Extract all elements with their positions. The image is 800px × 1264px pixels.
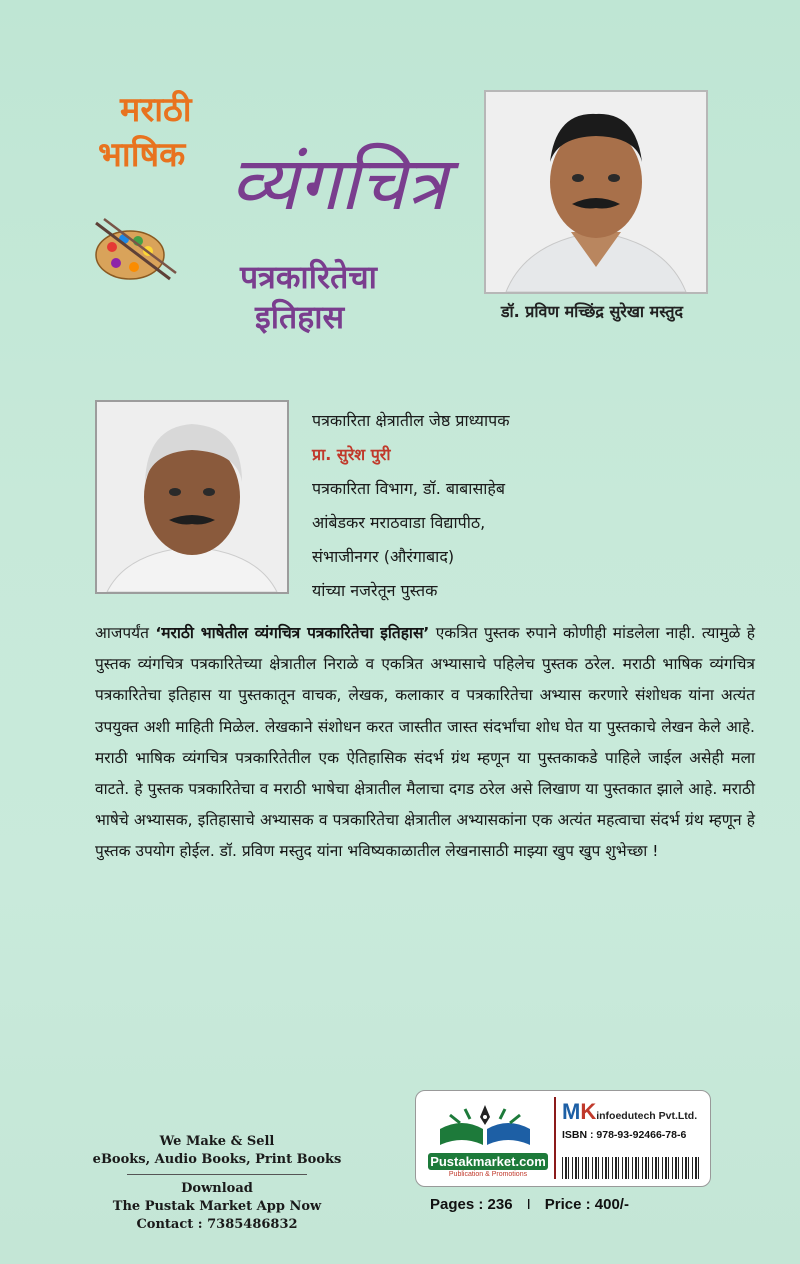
book-pen-icon (420, 1095, 550, 1151)
guide-portrait (97, 402, 287, 592)
guide-photo (95, 400, 289, 594)
book-footer (430, 1196, 730, 1213)
title-word-marathi: मराठी (120, 90, 192, 130)
author-portrait (486, 92, 706, 292)
guide-name: प्रा. सुरेश पुरी (312, 445, 391, 464)
barcode-icon (562, 1157, 702, 1179)
promo-block (92, 1133, 342, 1234)
promo-line-4: The Pustak Market App Now (112, 1199, 322, 1214)
publisher-box (415, 1090, 711, 1187)
paint-palette-icon (90, 215, 180, 285)
guide-intro: पत्रकारिता क्षेत्रातील जेष्ठ प्राध्यापक (312, 411, 510, 430)
guide-city: संभाजीनगर (औरंगाबाद) (312, 547, 455, 566)
title-word-itihas: इतिहास (255, 298, 345, 336)
mk-logo (562, 1099, 706, 1125)
author-photo (484, 90, 708, 294)
title-word-patrakaritecha: पत्रकारितेचा (240, 258, 377, 296)
store-name: Pustakmarket.com (428, 1153, 548, 1170)
page-count: Pages : 236 (430, 1196, 513, 1213)
promo-contact: Contact : 7385486832 (136, 1217, 298, 1232)
price: Price : 400/- (544, 1196, 629, 1213)
promo-line-3: Download (181, 1181, 253, 1196)
blurb-lead: आजपर्यंत (95, 624, 156, 642)
cover-title (90, 80, 450, 340)
title-word-vyangchitra: व्यंगचित्र (230, 141, 447, 227)
guide-dept: पत्रकारिता विभाग, डॉ. बाबासाहेब (312, 479, 506, 498)
isbn: ISBN : 978-93-92466-78-6 (562, 1129, 687, 1141)
promo-line-1: We Make & Sell (159, 1134, 275, 1149)
footer-separator: I (526, 1196, 531, 1213)
mk-k: K (580, 1099, 597, 1124)
mk-company: infoedutech Pvt.Ltd. (596, 1110, 698, 1122)
author-name: डॉ. प्रविण मच्छिंद्र सुरेखा मस्तुद (500, 302, 684, 321)
title-word-bhashik: भाषिक (98, 135, 186, 175)
pustakmarket-logo (420, 1095, 550, 1181)
blurb-body: एकत्रित पुस्तक रुपाने कोणीही मांडलेला नाही. त्यामुळे हे पुस्तक व्यंगचित्र पत्रकारितेच्या क्षेत्रातील निराळे व एकत्रित अभ्यासाचे पहिलेच पुस्तक ठरेल. मराठी भाषिक व्यंगचित्र पत्रकारितेचा इतिहास या पुस्तकातून वाचक, लेखक, कलाकार व पत्रकारितेचा अभ्यास करणारे संशोधक यांना अत्यंत उपयुक्त अशी माहिती मिळेल. लेखकाने संशोधन करत जास्तीत जास्त संदर्भांचा शोध घेत या पुस्तकाचे लेखन केले आहे. मराठी भाषिक व्यंगचित्र पत्रकारितेतील एक ऐतिहासिक संदर्भ ग्रंथ म्हणून या पुस्तकाकडे पाहिले जाईल असेही मला वाटते. हे पुस्तक पत्रकारितेचा व मराठी भाषेचा क्षेत्रातील मैलाचा दगड ठरेल असे लिखाण या पुस्तकात झाले आहे. मराठी भाषेचे अभ्यासक, इतिहासाचे अभ्यासक व पत्रकारितेचा क्षेत्रातील अभ्यासकांना एक अत्यंत महत्वाचा संदर्भ ग्रंथ म्हणून हे पुस्तक उपयोग होईल. डॉ. प्रविण मस्तुद यांना भविष्यकाळातील लेखनासाठी माझ्या खुप खुप शुभेच्छा ! (95, 624, 756, 861)
publisher-divider (554, 1097, 556, 1179)
publisher-details (562, 1099, 706, 1141)
store-tagline: Publication & Promotions (448, 1171, 528, 1178)
guide-university: आंबेडकर मराठवाडा विद्यापीठ, (312, 513, 486, 532)
guide-tagline: यांच्या नजरेतून पुस्तक (312, 581, 438, 600)
blurb-book-title: ‘मराठी भाषेतील व्यंगचित्र पत्रकारितेचा इतिहास’ (155, 624, 430, 642)
guide-info (312, 404, 752, 608)
mk-m: M (562, 1099, 581, 1124)
book-blurb (95, 618, 755, 868)
promo-divider (127, 1174, 307, 1175)
promo-line-2: eBooks, Audio Books, Print Books (92, 1152, 342, 1167)
